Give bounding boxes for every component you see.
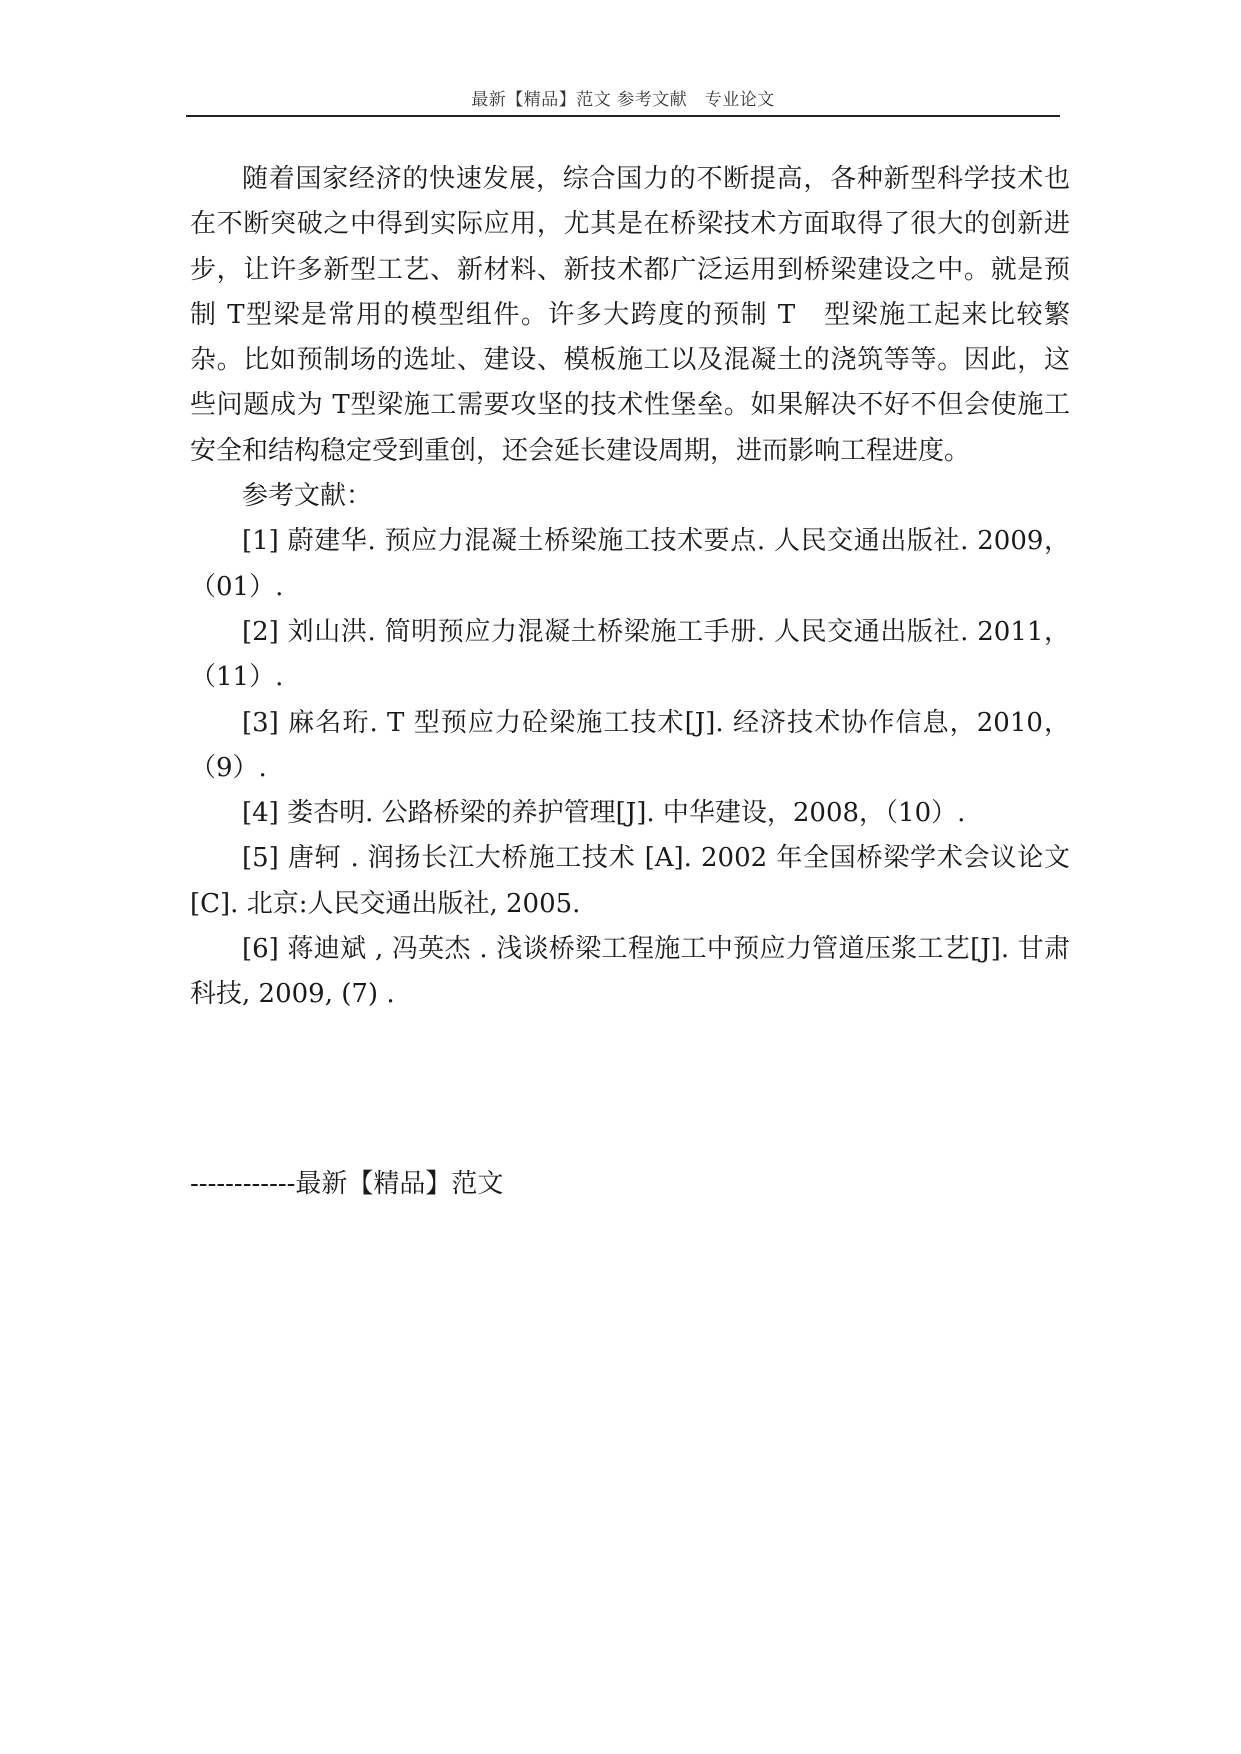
reference-item: [2] 刘山洪. 简明预应力混凝土桥梁施工手册. 人民交通出版社. 2011，（11）. — [190, 616, 1070, 693]
body-text — [190, 157, 1070, 1018]
header-divider — [186, 115, 1060, 117]
reference-item: [6] 蒋迪斌 , 冯英杰 . 浅谈桥梁工程施工中预应力管道压浆工艺[J]. 甘肃科技, 2009, (7) . — [190, 934, 1070, 1010]
reference-item: [5] 唐轲 . 润扬长江大桥施工技术 [A]. 2002 年全国桥梁学术会议论文[C]. 北京:人民交通出版社, 2005. — [190, 843, 1070, 919]
references-heading: 参考文献： — [242, 481, 373, 512]
reference-item: [4] 娄杏明. 公路桥梁的养护管理[J]. 中华建设，2008，（10）. — [242, 798, 966, 829]
page-header: 最新【精品】范文 参考文献 专业论文 — [471, 90, 775, 110]
page-footer: ------------最新【精品】范文 — [190, 1169, 504, 1199]
reference-item: [3] 麻名珩. T 型预应力砼梁施工技术[J]. 经济技术协作信息，2010，（9）. — [190, 707, 1070, 783]
reference-item: [1] 蔚建华. 预应力混凝土桥梁施工技术要点. 人民交通出版社. 2009，（01）. — [190, 526, 1070, 602]
main-paragraph: 随着国家经济的快速发展，综合国力的不断提高，各种新型科学技术也在不断突破之中得到实际应用，尤其是在桥梁技术方面取得了很大的创新进步，让许多新型工艺、新材料、新技术都广泛运用到桥梁建设之中。就是预制 T型梁是常用的模型组件。许多大跨度的预制 T 型梁施工起来比较繁杂。比如预制场的选址、建设、模板施工以及混凝土的浇筑等等。因此，这些问题成为 T型梁施工需要攻坚的技术性堡垒。如果解决不好不但会使施工安全和结构稳定受到重创，还会延长建设周期，进而影响工程进度。 — [190, 164, 1070, 466]
